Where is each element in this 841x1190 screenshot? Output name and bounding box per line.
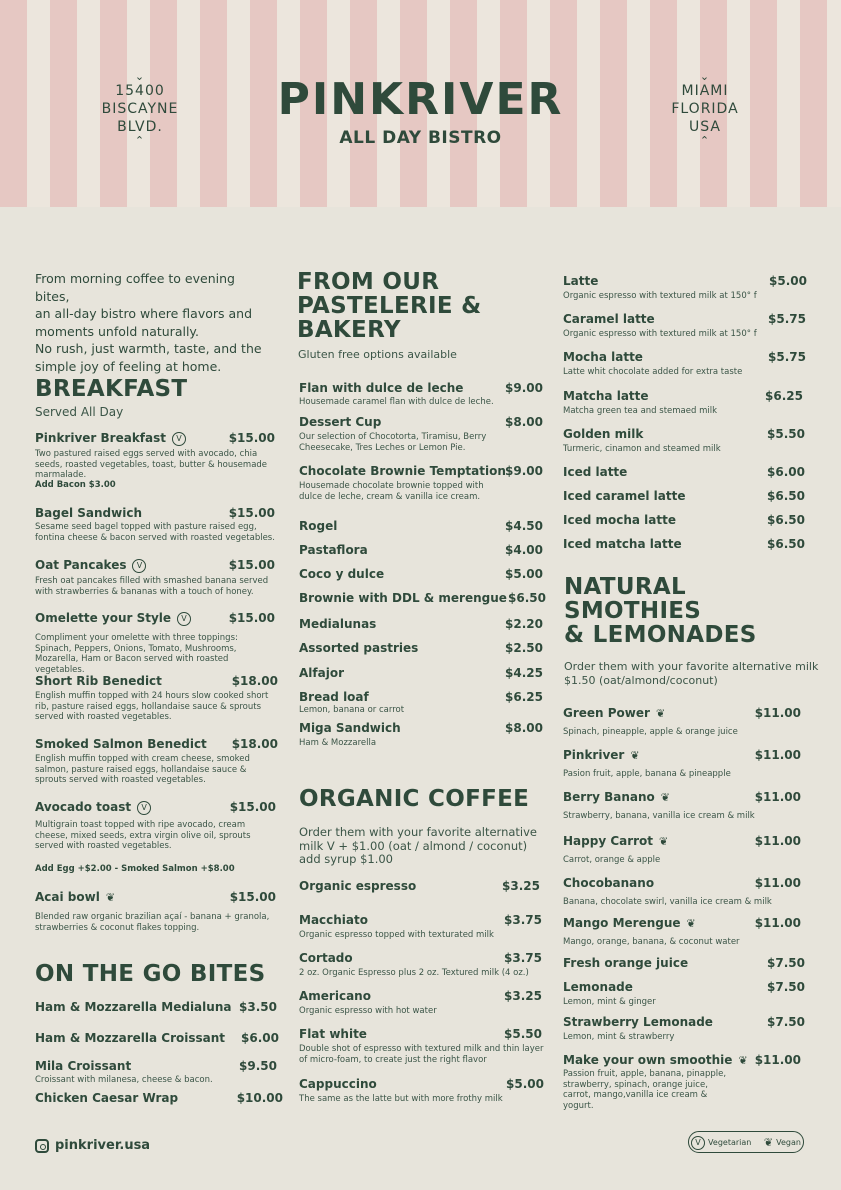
item-name: Dessert Cup [299, 415, 382, 429]
item-price: $3.50 [239, 1000, 277, 1014]
breakfast-title: BREAKFAST [35, 376, 188, 402]
item-name: Pinkriver [563, 748, 625, 762]
item-name: Pinkriver Breakfast [35, 431, 166, 445]
coffee-note-line: milk V + $1.00 (oat / almond / coconut) [299, 838, 528, 853]
intro-line: simple joy of feeling at home. [35, 358, 222, 374]
item-name: Assorted pastries [299, 641, 419, 655]
legend-vegan: Vegan [776, 1138, 801, 1147]
vegetarian-icon: V [132, 559, 146, 573]
item-price: $15.00 [229, 890, 276, 904]
item-description: Ham & Mozzarella [299, 738, 377, 748]
item-description: Croissant with milanesa, cheese & bacon. [35, 1075, 213, 1085]
item-description: Pasion fruit, apple, banana & pineapple [563, 769, 731, 779]
vegan-icon: ❦ [738, 1053, 748, 1067]
item-price: $11.00 [754, 876, 801, 890]
item-name: Oat Pancakes [35, 558, 127, 572]
item-description: Blended raw organic brazilian açaí - banana + granola, strawberries & coconut flakes topping. [35, 912, 270, 933]
coffee-note-line: Order them with your favorite alternative [299, 825, 538, 839]
smoothies-title-line: SMOTHIES [564, 598, 702, 624]
item-name: Ham & Mozzarella Croissant [35, 1031, 226, 1045]
vegetarian-icon: V [177, 612, 191, 626]
add-bacon-note: Add Bacon $3.00 [35, 480, 116, 490]
item-name: Coco y dulce [299, 567, 385, 581]
ornament-icon: ⌄ [699, 70, 711, 83]
item-price: $11.00 [754, 748, 801, 762]
instagram-icon [35, 1139, 49, 1153]
item-price: $7.50 [767, 1015, 805, 1029]
item-price: $3.75 [504, 913, 542, 927]
item-name: Medialunas [299, 617, 377, 631]
item-description: Carrot, orange & apple [563, 855, 661, 865]
item-description: Housemade chocolate brownie topped with dulce de leche, cream & vanilla ice cream. [299, 481, 484, 502]
item-price: $11.00 [754, 706, 801, 720]
legend-vegetarian: Vegetarian [708, 1138, 752, 1147]
item-name: Iced mocha latte [563, 513, 676, 527]
item-description: Banana, chocolate swirl, vanilla ice cream & milk [563, 897, 772, 907]
item-name: Smoked Salmon Benedict [35, 737, 207, 751]
item-price: $11.00 [754, 834, 801, 848]
item-description: Lemon, mint & ginger [563, 997, 656, 1007]
item-name: Omelette your Style [35, 611, 172, 625]
item-price: $18.00 [231, 674, 278, 688]
address-line: USA [689, 119, 721, 135]
smoothies-note-line: Order them with your favorite alternative milk [564, 660, 819, 673]
item-price: $15.00 [229, 800, 276, 814]
item-name: Avocado toast [35, 800, 132, 814]
item-description: Organic espresso with hot water [299, 1006, 437, 1016]
item-price: $6.00 [241, 1031, 279, 1045]
item-name: Mango Merengue [563, 916, 681, 930]
item-price: $8.00 [505, 415, 543, 429]
brand-subtitle: ALL DAY BISTRO [339, 128, 502, 148]
item-name: Iced latte [563, 465, 628, 479]
item-description: 2 oz. Organic Espresso plus 2 oz. Textured milk (4 oz.) [299, 968, 529, 978]
breakfast-subtitle: Served All Day [35, 405, 124, 419]
item-description: Lemon, mint & strawberry [563, 1032, 675, 1042]
instagram-link[interactable] [35, 1137, 150, 1155]
vegan-icon: ❦ [630, 748, 640, 762]
item-price: $18.00 [231, 737, 278, 751]
intro-text [35, 270, 270, 375]
item-price: $3.75 [504, 951, 542, 965]
item-description: Matcha green tea and stemaed milk [563, 406, 717, 416]
item-description: Fresh oat pancakes filled with smashed banana served with strawberries & bananas with a touch of honey. [35, 576, 269, 597]
item-name: Fresh orange juice [563, 956, 689, 970]
item-price: $7.50 [767, 980, 805, 994]
bakery-title-line: PASTELERIE & [297, 293, 482, 319]
item-price: $5.50 [767, 427, 805, 441]
smoothies-note [564, 660, 818, 688]
item-name: Alfajor [299, 666, 344, 680]
item-description: Mango, orange, banana, & coconut water [563, 937, 740, 947]
item-description: Multigrain toast topped with ripe avocado, cream cheese, mixed seeds, extra virgin olive oil, sprouts served with roasted vegetables. [35, 820, 251, 851]
address-line: FLORIDA [671, 101, 739, 117]
item-price: $15.00 [228, 506, 275, 520]
item-description: Compliment your omelette with three toppings: Spinach, Peppers, Onions, Tomato, Mushrooms, Mozarella, Ham or Bacon served with roasted vegetables. [35, 633, 238, 675]
item-description: Strawberry, banana, vanilla ice cream & milk [563, 811, 755, 821]
item-name: Bread loaf [299, 690, 369, 704]
address-right [660, 72, 750, 146]
item-name: Flan with dulce de leche [299, 381, 464, 395]
address-line: BISCAYNE [101, 101, 179, 117]
add-egg-note: Add Egg +$2.00 - Smoked Salmon +$8.00 [35, 864, 235, 874]
item-name: Brownie with DDL & merengue [299, 591, 507, 605]
vegetarian-icon: V [137, 801, 151, 815]
item-name: Pastaflora [299, 543, 368, 557]
item-price: $8.00 [505, 721, 543, 735]
item-name: Cappuccino [299, 1077, 377, 1091]
item-price: $15.00 [228, 611, 275, 625]
item-name: Chocolate Brownie Temptation [299, 464, 506, 478]
item-name: Make your own smoothie [563, 1053, 733, 1067]
vegan-icon: ❦ [660, 790, 671, 804]
vegetarian-icon: V [172, 432, 186, 446]
vegetarian-icon: V [691, 1136, 705, 1150]
item-price: $4.25 [505, 666, 543, 680]
item-price: $4.00 [505, 543, 543, 557]
item-name: Mocha latte [563, 350, 643, 364]
bakery-title [297, 270, 482, 342]
item-description: Passion fruit, apple, banana, pinapple, strawberry, spinach, orange juice, carrot, mango,vanilla ice cream & yogurt. [563, 1069, 727, 1111]
vegan-icon: ❦ [763, 1135, 774, 1149]
intro-line: moments unfold naturally. [35, 323, 200, 339]
item-price: $6.50 [767, 513, 805, 527]
item-price: $6.50 [508, 591, 546, 605]
item-name: Ham & Mozzarella Medialuna [35, 1000, 232, 1014]
smoothies-note-line: $1.50 (oat/almond/coconut) [564, 674, 718, 687]
item-price: $9.00 [505, 381, 543, 395]
coffee-note-line: add syrup $1.00 [299, 852, 393, 866]
item-price: $9.00 [505, 464, 543, 478]
bakery-title-line: BAKERY [297, 317, 401, 343]
item-price: $3.25 [502, 879, 540, 893]
item-description: Two pastured raised eggs served with avocado, chia seeds, roasted vegetables, toast, butter & housemade marmalade. [35, 449, 268, 480]
item-description: Organic espresso with textured milk at 150° f [563, 291, 757, 301]
item-price: $11.00 [754, 790, 801, 804]
item-price: $5.75 [768, 312, 806, 326]
vegan-icon: ❦ [105, 890, 116, 904]
item-price: $2.50 [505, 641, 543, 655]
item-description: Lemon, banana or carrot [299, 705, 405, 715]
item-name: Flat white [299, 1027, 367, 1041]
item-name: Americano [299, 989, 371, 1003]
instagram-handle: pinkriver.usa [55, 1138, 151, 1153]
item-price: $2.20 [505, 617, 543, 631]
item-name: Short Rib Benedict [35, 674, 162, 688]
ornament-icon: ⌄ [134, 70, 146, 83]
item-description: Our selection of Chocotorta, Tiramisu, Berry Cheesecake, Tres Leches or Lemon Pie. [299, 432, 487, 453]
item-price: $5.00 [506, 1077, 544, 1091]
bakery-title-line: FROM OUR [297, 269, 440, 295]
item-description: English muffin topped with 24 hours slow cooked short rib, pasture raised eggs, hollandaise sauce & sprouts served with roasted vegetables. [35, 691, 269, 722]
item-name: Lemonade [563, 980, 633, 994]
item-name: Golden milk [563, 427, 644, 441]
item-price: $5.00 [505, 567, 543, 581]
item-name: Mila Croissant [35, 1059, 132, 1073]
item-description: Turmeric, cinamon and steamed milk [563, 444, 721, 454]
smoothies-title-line: & LEMONADES [564, 622, 757, 648]
item-description: Organic espresso topped with texturated milk [299, 930, 494, 940]
intro-line: From morning coffee to evening bites, [35, 271, 235, 304]
item-description: Latte whit chocolate added for extra taste [563, 367, 743, 377]
on-the-go-title: ON THE GO BITES [35, 961, 266, 987]
item-price: $15.00 [228, 431, 275, 445]
item-name: Green Power [563, 706, 650, 720]
coffee-note [299, 826, 537, 867]
bakery-subtitle: Gluten free options available [298, 348, 457, 361]
item-price: $6.25 [505, 690, 543, 704]
item-name: Strawberry Lemonade [563, 1015, 713, 1029]
item-description: English muffin topped with cream cheese, smoked salmon, pasture raised eggs, hollandaise sauce & sprouts served with roasted vegetables. [35, 754, 250, 785]
intro-line: No rush, just warmth, taste, and the [35, 341, 262, 356]
item-name: Organic espresso [299, 879, 417, 893]
item-price: $6.00 [767, 465, 805, 479]
item-name: Caramel latte [563, 312, 655, 326]
item-price: $5.75 [768, 350, 806, 364]
item-name: Rogel [299, 519, 338, 533]
item-description: Spinach, pineapple, apple & orange juice [563, 727, 738, 737]
brand-name: PINKRIVER [277, 74, 564, 125]
item-price: $6.25 [765, 389, 803, 403]
item-name: Chicken Caesar Wrap [35, 1091, 179, 1105]
item-name: Macchiato [299, 913, 368, 927]
item-name: Iced matcha latte [563, 537, 682, 551]
item-name: Miga Sandwich [299, 721, 401, 735]
item-price: $4.50 [505, 519, 543, 533]
item-name: Iced caramel latte [563, 489, 686, 503]
smoothies-title-line: NATURAL [564, 574, 686, 600]
item-description: Double shot of espresso with textured milk and thin layer of micro-foam, to create just the right flavor [299, 1044, 544, 1065]
item-price: $11.00 [754, 1053, 801, 1067]
item-price: $11.00 [754, 916, 801, 930]
item-description: The same as the latte but with more frothy milk [299, 1094, 503, 1104]
vegan-icon: ❦ [686, 916, 696, 930]
item-name: Acai bowl [35, 890, 100, 904]
item-price: $3.25 [504, 989, 542, 1003]
item-price: $6.50 [767, 489, 805, 503]
ornament-icon: ⌃ [699, 134, 711, 147]
address-line: 15400 [115, 83, 165, 99]
ornament-icon: ⌃ [134, 134, 146, 147]
diet-legend [688, 1131, 804, 1153]
item-name: Happy Carrot [563, 834, 654, 848]
intro-line: an all-day bistro where flavors and [35, 306, 253, 321]
smoothies-title [564, 575, 757, 647]
item-description: Housemade caramel flan with dulce de leche. [299, 397, 494, 407]
item-description: Organic espresso with textured milk at 150° f [563, 329, 757, 339]
item-description: Sesame seed bagel topped with pasture raised egg, fontina cheese & bacon served with roasted vegetables. [35, 522, 275, 543]
item-price: $6.50 [767, 537, 805, 551]
vegan-icon: ❦ [655, 706, 666, 720]
item-name: Bagel Sandwich [35, 506, 142, 520]
item-name: Latte [563, 274, 599, 288]
item-price: $5.00 [769, 274, 807, 288]
item-price: $15.00 [228, 558, 275, 572]
address-line: BLVD. [117, 119, 163, 135]
item-name: Chocobanano [563, 876, 655, 890]
item-price: $10.00 [236, 1091, 283, 1105]
item-name: Matcha latte [563, 389, 649, 403]
item-name: Berry Banano [563, 790, 655, 804]
item-price: $5.50 [504, 1027, 542, 1041]
address-line: MIAMI [681, 83, 729, 99]
coffee-title: ORGANIC COFFEE [299, 786, 530, 812]
item-name: Cortado [299, 951, 353, 965]
item-price: $7.50 [767, 956, 805, 970]
item-price: $9.50 [239, 1059, 277, 1073]
vegan-icon: ❦ [659, 834, 669, 848]
